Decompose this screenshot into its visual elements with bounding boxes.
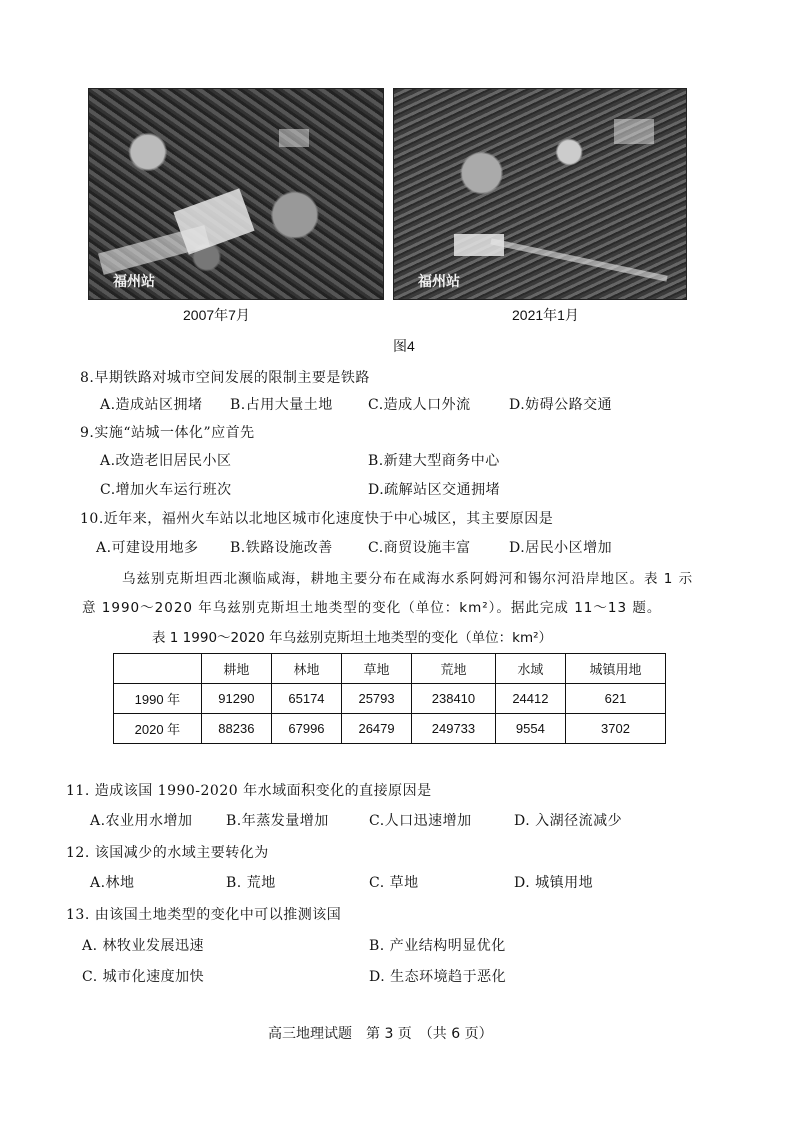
question-9-stem: 9.实施“站城一体化”应首先 (80, 425, 255, 441)
question-12-option-b[interactable]: B. 荒地 (226, 875, 276, 891)
table-cell: 1990 年 (114, 684, 202, 714)
question-11-option-c[interactable]: C.人口迅速增加 (369, 813, 472, 829)
question-8-option-b[interactable]: B.占用大量土地 (230, 397, 333, 413)
table-header-cell (114, 654, 202, 684)
question-10-option-a[interactable]: A.可建设用地多 (96, 540, 199, 556)
photo-station-label: 福州站 (418, 274, 460, 290)
table-cell: 24412 (495, 684, 565, 714)
table-cell: 25793 (342, 684, 412, 714)
table-header-cell: 荒地 (412, 654, 496, 684)
question-10-option-b[interactable]: B.铁路设施改善 (230, 540, 333, 556)
question-12-option-c[interactable]: C. 草地 (369, 875, 419, 891)
table-header-cell: 耕地 (201, 654, 271, 684)
table-cell: 65174 (271, 684, 341, 714)
question-11-option-d[interactable]: D. 入湖径流减少 (514, 813, 623, 829)
photo-date-left: 2007年7月 (183, 307, 250, 323)
table-title: 表 1 1990～2020 年乌兹别克斯坦土地类型的变化（单位：km²） (152, 630, 553, 646)
photo-station-label: 福州站 (113, 274, 155, 290)
intro-line-2: 意 1990～2020 年乌兹别克斯坦土地类型的变化（单位：km²）。据此完成 11～13 题。 (82, 600, 662, 616)
question-13-option-d[interactable]: D. 生态环境趋于恶化 (369, 969, 507, 985)
question-13-option-b[interactable]: B. 产业结构明显优化 (369, 938, 506, 954)
table-cell: 26479 (342, 714, 412, 744)
question-12-stem: 12. 该国减少的水域主要转化为 (66, 845, 269, 861)
question-10-option-c[interactable]: C.商贸设施丰富 (368, 540, 471, 556)
table-cell: 621 (565, 684, 665, 714)
table-header-cell: 城镇用地 (565, 654, 665, 684)
table-header-row (114, 654, 666, 684)
table-cell: 67996 (271, 714, 341, 744)
table-header-cell: 林地 (271, 654, 341, 684)
table-cell: 2020 年 (114, 714, 202, 744)
table-cell: 88236 (201, 714, 271, 744)
satellite-photo-2007 (88, 88, 384, 300)
question-9-option-c[interactable]: C.增加火车运行班次 (100, 482, 232, 498)
question-13-stem: 13. 由该国土地类型的变化中可以推测该国 (66, 907, 342, 923)
question-11-option-b[interactable]: B.年蒸发量增加 (226, 813, 329, 829)
page-footer: 高三地理试题 第 3 页 （共 6 页） (268, 1026, 493, 1042)
question-8-option-a[interactable]: A.造成站区拥堵 (100, 397, 203, 413)
table-header-cell: 草地 (342, 654, 412, 684)
table-header-cell: 水域 (495, 654, 565, 684)
question-13-option-a[interactable]: A. 林牧业发展迅速 (82, 938, 205, 954)
question-8-option-c[interactable]: C.造成人口外流 (368, 397, 471, 413)
table-cell: 3702 (565, 714, 665, 744)
table-cell: 249733 (412, 714, 496, 744)
satellite-photo-2021 (393, 88, 687, 300)
question-11-option-a[interactable]: A.农业用水增加 (90, 813, 193, 829)
question-13-option-c[interactable]: C. 城市化速度加快 (82, 969, 205, 985)
question-9-option-d[interactable]: D.疏解站区交通拥堵 (368, 482, 501, 498)
photo-date-right: 2021年1月 (512, 307, 579, 323)
table-row (114, 714, 666, 744)
table-cell: 9554 (495, 714, 565, 744)
intro-line-1: 乌兹别克斯坦西北濒临咸海，耕地主要分布在咸海水系阿姆河和锡尔河沿岸地区。表 1 示 (122, 571, 694, 587)
question-10-option-d[interactable]: D.居民小区增加 (509, 540, 613, 556)
land-type-table (113, 653, 666, 744)
table-cell: 238410 (412, 684, 496, 714)
table-cell: 91290 (201, 684, 271, 714)
question-8-stem: 8.早期铁路对城市空间发展的限制主要是铁路 (80, 370, 370, 386)
question-9-option-a[interactable]: A.改造老旧居民小区 (100, 453, 232, 469)
question-12-option-a[interactable]: A.林地 (90, 875, 135, 891)
question-12-option-d[interactable]: D. 城镇用地 (514, 875, 594, 891)
question-8-option-d[interactable]: D.妨碍公路交通 (509, 397, 613, 413)
question-9-option-b[interactable]: B.新建大型商务中心 (368, 453, 500, 469)
figure-caption: 图4 (393, 338, 415, 354)
question-11-stem: 11. 造成该国 1990-2020 年水域面积变化的直接原因是 (66, 783, 432, 799)
table-row (114, 684, 666, 714)
question-10-stem: 10.近年来，福州火车站以北地区城市化速度快于中心城区，其主要原因是 (80, 511, 554, 527)
